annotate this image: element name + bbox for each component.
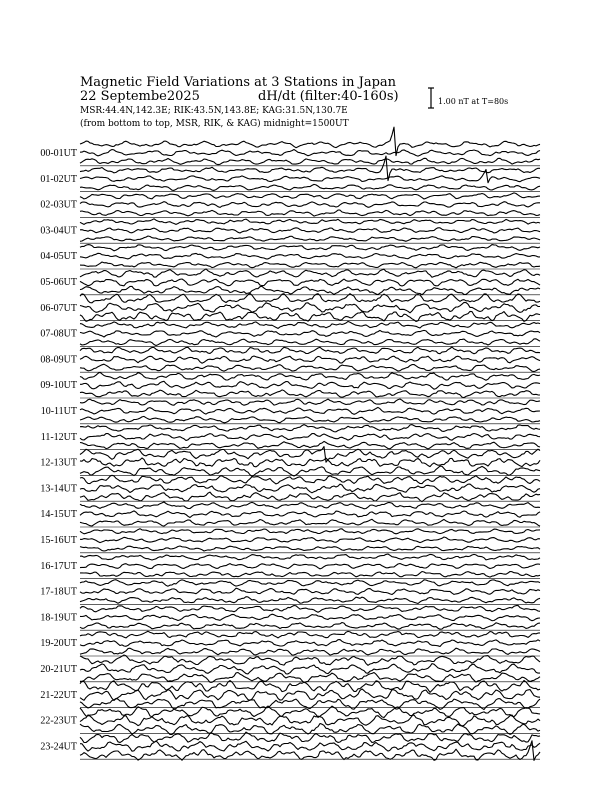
trace-msr-hour-9 [80,390,540,398]
trace-msr-hour-17 [80,597,540,604]
trace-msr-hour-8 [80,364,540,371]
trace-rik-hour-17 [80,588,540,594]
station-coordinates: MSR:44.4N,142.3E; RIK:43.5N,143.8E; KAG:31.5N,130.7E [80,106,348,116]
trace-msr-hour-15 [80,546,540,551]
station-traces [80,127,540,760]
hour-label-0: 00-01UT [40,148,77,159]
trace-rik-hour-12 [80,458,540,467]
chart-title: Magnetic Field Variations at 3 Stations in Japan [80,75,397,90]
trace-msr-hour-2 [80,210,540,216]
trace-msr-hour-13 [80,492,540,502]
trace-msr-hour-5 [80,286,540,294]
trace-rik-hour-7 [80,330,540,337]
scale-bar-label: 1.00 nT at T=80s [438,97,509,106]
trace-rik-hour-3 [80,228,540,233]
trace-msr-hour-1 [80,184,540,190]
trace-kag-hour-13 [80,475,540,484]
trace-kag-hour-7 [80,321,540,328]
hour-label-17: 17-18UT [40,586,77,598]
trace-msr-hour-11 [80,441,540,449]
hour-label-15: 15-16UT [40,535,77,546]
trace-rik-hour-0 [80,150,540,157]
hour-label-14: 14-15UT [40,509,77,521]
chart-quantity: dH/dt (filter:40-160s) [258,89,399,104]
hour-label-11: 11-12UT [40,431,77,443]
trace-rik-hour-11 [80,434,540,441]
hour-label-22: 22-23UT [40,715,77,727]
hour-label-20: 20-21UT [40,664,77,675]
hour-label-12: 12-13UT [40,457,77,469]
hour-label-18: 18-19UT [40,612,77,624]
trace-msr-hour-10 [80,416,540,422]
trace-kag-hour-19 [80,631,540,638]
trace-rik-hour-18 [80,614,540,621]
trace-rik-hour-16 [80,564,540,569]
trace-rik-hour-13 [80,484,540,493]
hour-label-3: 03-04UT [40,225,77,237]
hour-label-21: 21-22UT [40,689,77,701]
hour-label-13: 13-14UT [40,483,77,495]
trace-msr-hour-4 [80,262,540,268]
trace-msr-hour-12 [80,466,540,476]
trace-msr-hour-20 [80,673,540,683]
chart-header [80,75,508,129]
trace-kag-hour-16 [80,554,540,560]
trace-rik-hour-23 [80,741,540,751]
hour-label-23: 23-24UT [40,741,77,753]
trace-kag-hour-14 [80,502,540,509]
hour-label-4: 04-05UT [40,251,77,263]
trace-kag-hour-5 [80,269,540,277]
trace-kag-hour-21 [80,680,540,692]
trace-kag-hour-20 [80,655,540,665]
trace-kag-hour-15 [80,529,540,534]
hour-label-9: 09-10UT [40,380,77,392]
trace-rik-hour-15 [80,537,540,543]
trace-kag-hour-18 [80,605,540,612]
trace-rik-hour-21 [80,689,540,701]
trace-rik-hour-10 [80,407,540,414]
trace-msr-hour-18 [80,623,540,630]
hour-labels [40,148,77,752]
trace-rik-hour-2 [80,202,540,208]
trace-kag-hour-3 [80,219,540,225]
hour-label-10: 10-11UT [40,406,77,417]
trace-msr-hour-6 [80,311,540,321]
trace-rik-hour-20 [80,664,540,674]
trace-rik-hour-5 [80,279,540,286]
hour-label-8: 08-09UT [40,354,77,366]
trace-kag-hour-4 [80,245,540,251]
trace-rik-hour-4 [80,253,540,259]
hour-label-2: 02-03UT [40,199,77,211]
trace-rik-hour-9 [80,381,540,389]
trace-rik-hour-8 [80,356,540,363]
station-order-note: (from bottom to top, MSR, RIK, & KAG) midnight=1500UT [80,119,349,129]
trace-msr-hour-0 [80,158,540,164]
trace-kag-hour-17 [80,580,540,587]
trace-msr-hour-16 [80,572,540,578]
trace-kag-hour-8 [80,347,540,354]
hour-label-1: 01-02UT [40,173,77,185]
trace-kag-hour-10 [80,399,540,405]
hour-label-6: 06-07UT [40,302,77,314]
scale-bar [428,88,508,108]
hour-label-16: 16-17UT [40,560,77,572]
trace-rik-hour-14 [80,511,540,518]
trace-msr-hour-14 [80,519,540,526]
hour-label-7: 07-08UT [40,328,77,340]
trace-msr-hour-3 [80,236,540,241]
trace-msr-hour-7 [80,339,540,346]
chart-date: 22 Septembe2025 [80,89,200,104]
trace-msr-hour-22 [80,724,540,735]
hour-label-19: 19-20UT [40,638,77,650]
trace-rik-hour-19 [80,640,540,647]
trace-rik-hour-22 [80,715,540,726]
hour-label-5: 05-06UT [40,277,77,288]
trace-kag-hour-2 [80,193,540,199]
trace-kag-hour-9 [80,372,540,380]
trace-msr-hour-19 [80,648,540,655]
trace-kag-hour-11 [80,425,540,432]
